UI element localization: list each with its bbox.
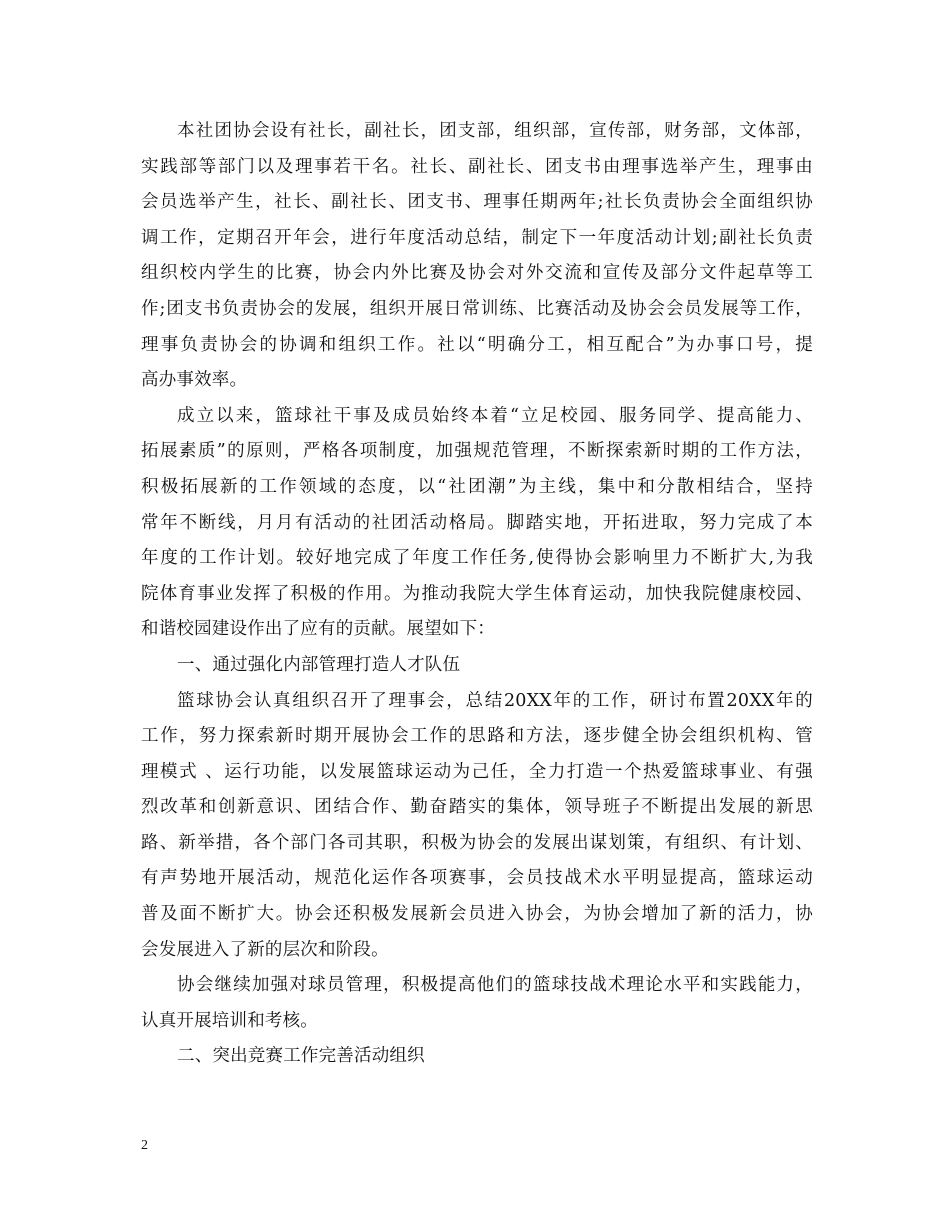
paragraph-line: 协会继续加强对球员管理，积极提高他们的篮球技战术理论水平和实践能力，	[177, 975, 813, 996]
paragraph-line: 调工作，定期召开年会，进行年度活动总结，制定下一年度活动计划;副社长负责	[141, 227, 813, 248]
paragraph-line: 有声势地开展活动，规范化运作各项赛事，会员技战术水平明显提高，篮球运动	[141, 868, 813, 889]
paragraph-line: 作;团支书负责协会的发展，组织开展日常训练、比赛活动及协会会员发展等工作，	[141, 298, 813, 319]
page-number: 2	[141, 1138, 148, 1153]
paragraph-line: 高办事效率。	[141, 370, 248, 391]
paragraph-line: 组织校内学生的比赛，协会内外比赛及协会对外交流和宣传及部分文件起草等工	[141, 263, 813, 284]
paragraph-line: 工作，努力探索新时期开展协会工作的思路和方法，逐步健全协会组织机构、管	[141, 726, 813, 747]
paragraph-line: 院体育事业发挥了积极的作用。为推动我院大学生体育运动，加快我院健康校园、	[141, 583, 813, 604]
paragraph-line: 会发展进入了新的层次和阶段。	[141, 939, 389, 960]
paragraph-line: 本社团协会设有社长，副社长，团支部，组织部，宣传部，财务部，文体部，	[177, 121, 813, 141]
paragraph-line: 拓展素质”的原则，严格各项制度，加强规范管理，不断探索新时期的工作方法，	[141, 441, 813, 462]
paragraph-line: 和谐校园建设作出了应有的贡献。展望如下：	[141, 619, 495, 640]
document-body	[141, 114, 813, 1075]
paragraph-line: 理模式 、运行功能，以发展篮球运动为己任，全力打造一个热爱篮球事业、有强	[141, 761, 813, 782]
paragraph-line: 烈改革和创新意识、团结合作、勤奋踏实的集体，领导班子不断提出发展的新思	[141, 797, 813, 818]
paragraph-line: 认真开展培训和考核。	[141, 1010, 318, 1031]
paragraph-line: 常年不断线，月月有活动的社团活动格局。脚踏实地，开拓进取，努力完成了本	[141, 512, 813, 533]
paragraph-line: 成立以来，篮球社干事及成员始终本着“立足校园、服务同学、提高能力、	[177, 405, 813, 426]
paragraph-line: 实践部等部门以及理事若干名。社长、副社长、团支书由理事选举产生，理事由	[141, 156, 813, 177]
paragraph-line: 会员选举产生，社长、副社长、团支书、理事任期两年;社长负责协会全面组织协	[141, 192, 813, 213]
section-heading: 一、通过强化内部管理打造人才队伍	[177, 654, 461, 675]
section-heading: 二、突出竞赛工作完善活动组织	[177, 1046, 425, 1067]
paragraph-line: 年度的工作计划。较好地完成了年度工作任务,使得协会影响里力不断扩大,为我	[141, 548, 813, 569]
paragraph-line: 篮球协会认真组织召开了理事会，总结20XX年的工作，研讨布置20XX年的	[177, 690, 813, 711]
paragraph-line: 理事负责协会的协调和组织工作。社以“明确分工，相互配合”为办事口号，提	[141, 334, 813, 355]
paragraph-line: 普及面不断扩大。协会还积极发展新会员进入协会，为协会增加了新的活力，协	[141, 904, 813, 925]
paragraph-line: 积极拓展新的工作领域的态度，以“社团潮”为主线，集中和分散相结合，坚持	[141, 476, 813, 497]
paragraph-line: 路、新举措，各个部门各司其职，积极为协会的发展出谋划策，有组织、有计划、	[141, 832, 813, 853]
